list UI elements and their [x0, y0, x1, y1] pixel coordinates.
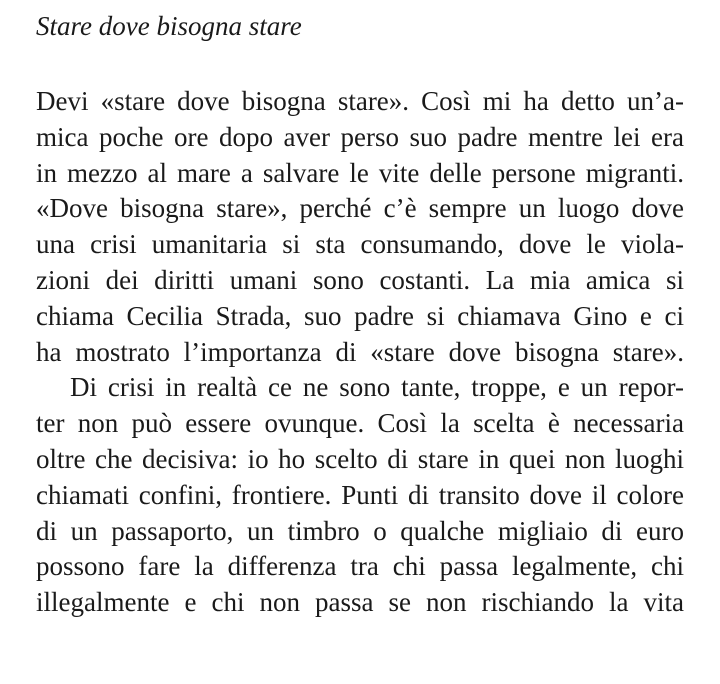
section-heading: Stare dove bisogna stare: [36, 11, 302, 41]
text-line: zioni dei diritti umani sono costanti. La mia amica si: [36, 264, 684, 295]
text-line: chiama Cecilia Strada, suo padre si chiamava Gino e ci: [36, 300, 684, 331]
text-line: oltre che decisiva: io ho scelto di stare in quei non luoghi: [36, 443, 684, 474]
text-line: ter non può essere ovunque. Così la scelta è necessaria: [36, 408, 684, 439]
text-line: Di crisi in realtà ce ne sono tante, troppe, e un repor-: [70, 372, 684, 403]
text-line: Devi «stare dove bisogna stare». Così mi ha detto un’a-: [36, 86, 684, 116]
paragraph-2: [36, 370, 684, 621]
text-line: possono fare la differenza tra chi passa legalmente, chi: [36, 551, 684, 582]
text-line: «Dove bisogna stare», perché c’è sempre un luogo dove: [36, 193, 684, 224]
text-line: chiamati confini, frontiere. Punti di transito dove il colore: [36, 479, 684, 510]
text-line: di un passaporto, un timbro o qualche migliaio di euro: [36, 515, 684, 546]
text-line: illegalmente e chi non passa se non rischiando la vita: [36, 587, 684, 618]
text-line: ha mostrato l’importanza di «stare dove bisogna stare».: [36, 336, 684, 367]
text-line: in mezzo al mare a salvare le vite delle persone migranti.: [36, 157, 684, 188]
text-line: una crisi umanitaria si sta consumando, dove le viola-: [36, 229, 684, 260]
body-text: [36, 84, 684, 621]
text-line: mica poche ore dopo aver perso suo padre mentre lei era: [36, 121, 684, 152]
paragraph-1: [36, 84, 684, 370]
